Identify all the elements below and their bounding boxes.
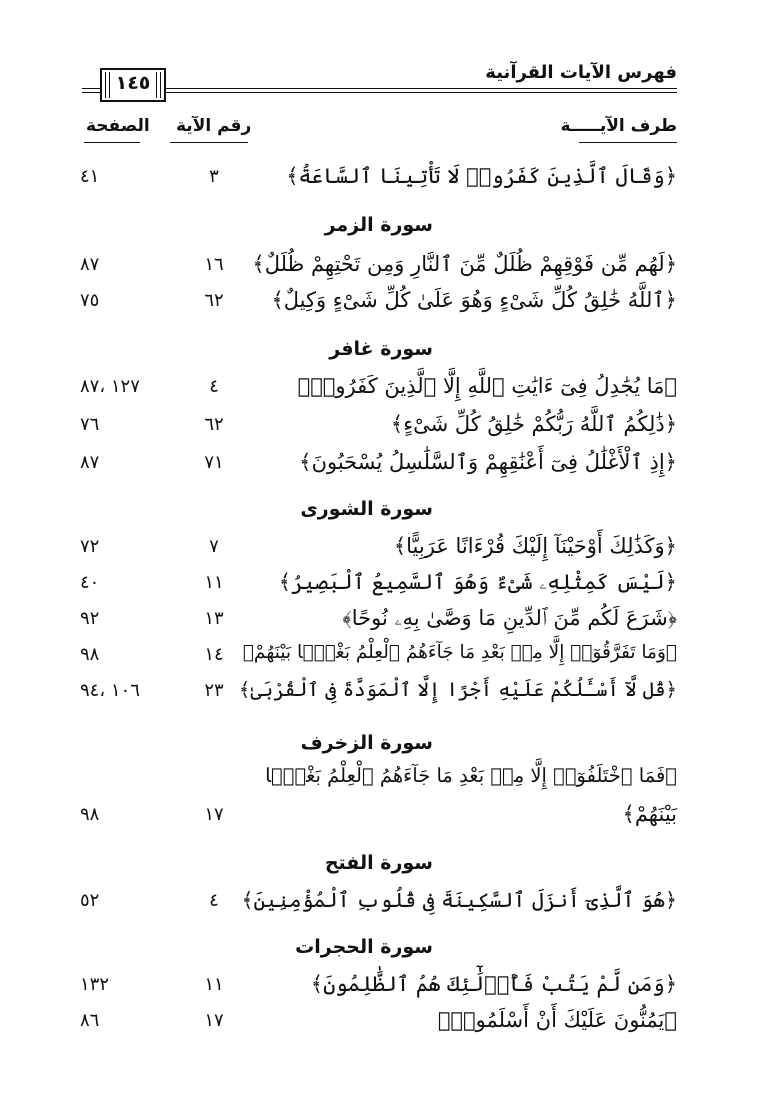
page-reference: ٨٦	[80, 1010, 100, 1031]
index-entry	[80, 288, 677, 318]
verse-number: ٢٣	[204, 680, 224, 701]
verse-opening: ﴿لَيْسَ كَمِثْلِهِۦ شَىْءٌ وَهُوَ ٱلسَّمِيعُ ٱلْبَصِيرُ﴾	[278, 570, 677, 594]
verse-opening: ﴿وَمَن لَّمْ يَتُبْ فَأُو۟لَٰٓئِكَ هُمُ ٱلظَّٰلِمُونَ﴾	[310, 972, 677, 996]
column-header-verse: طرف الآيـــــة	[560, 116, 677, 136]
page-reference: ٥٢	[80, 890, 100, 911]
surah-heading: سورة الحجرات	[295, 936, 433, 958]
verse-number: ٣	[209, 166, 219, 187]
verse-opening: ﴿ذَٰلِكُمُ ٱللَّهُ رَبُّكُمْ خَٰلِقُ كُلِّ شَىْءٍ﴾	[390, 412, 677, 436]
surah-heading: سورة الشورى	[300, 498, 433, 520]
page-number-frame	[100, 68, 166, 102]
page-reference: ١٢٧ ،٨٧	[80, 376, 140, 397]
page-reference: ٨٧	[80, 254, 100, 275]
index-entry	[80, 374, 677, 404]
index-entry	[80, 642, 677, 672]
index-entry	[80, 1008, 677, 1038]
verse-opening: ﴿مَا يُجَٰدِلُ فِىٓ ءَايَٰتِ ٱللَّهِ إِلَّا ٱلَّذِينَ كَفَرُوا۟﴾	[297, 374, 677, 398]
verse-opening: ﴿وَقَالَ ٱلَّذِينَ كَفَرُوا۟ لَا تَأْتِينَا ٱلسَّاعَةُ﴾	[286, 164, 677, 188]
verse-number: ١٣	[204, 608, 224, 629]
page-reference: ٩٨	[80, 644, 100, 665]
index-entry	[80, 606, 677, 636]
index-entry	[80, 570, 677, 600]
verse-number: ١٦	[204, 254, 224, 275]
index-entry	[80, 972, 677, 1002]
page-reference: ١٣٢	[80, 974, 110, 995]
index-entry	[80, 164, 677, 194]
page-reference: ٧٢	[80, 536, 100, 557]
verse-opening: ﴿قُل لَّآ أَسْـَٔلُكُمْ عَلَيْهِ أَجْرًا إِلَّا ٱلْمَوَدَّةَ فِى ٱلْقُرْبَىٰ﴾	[238, 678, 677, 701]
verse-opening: ﴿وَمَا تَفَرَّقُوٓا۟ إِلَّا مِنۢ بَعْدِ مَا جَآءَهُمُ ٱلْعِلْمُ بَغْيًۢا بَيْنَهُمْ﴾	[242, 642, 677, 663]
index-entry	[80, 888, 677, 918]
page-reference: ٤١	[80, 166, 100, 187]
verse-opening: ﴿لَهُم مِّن فَوْقِهِمْ ظُلَلٌ مِّنَ ٱلنَّارِ وَمِن تَحْتِهِمْ ظُلَلٌ﴾	[252, 252, 677, 276]
verse-header-underline	[579, 142, 677, 143]
surah-heading: سورة الزخرف	[300, 732, 433, 754]
verse-opening-first-line: ﴿فَمَا ٱخْتَلَفُوٓا۟ إِلَّا مِنۢ بَعْدِ مَا جَآءَهُمُ ٱلْعِلْمُ بَغْيًۢا	[265, 764, 677, 787]
surah-heading: سورة الزمر	[324, 214, 433, 236]
verse-number: ٧	[209, 536, 219, 557]
index-entry	[80, 412, 677, 442]
surah-heading: سورة الفتح	[324, 852, 433, 874]
verse-opening: ﴿هُوَ ٱلَّذِىٓ أَنزَلَ ٱلسَّكِينَةَ فِى قُلُوبِ ٱلْمُؤْمِنِينَ﴾	[241, 888, 677, 912]
page-reference: ٩٨	[80, 804, 100, 825]
verse-number: ١٧	[204, 804, 224, 825]
verse-opening: ﴿ٱللَّهُ خَٰلِقُ كُلِّ شَىْءٍ وَهُوَ عَلَىٰ كُلِّ شَىْءٍ وَكِيلٌ﴾	[271, 288, 677, 312]
verse-opening: ﴿شَرَعَ لَكُم مِّنَ ٱلدِّينِ مَا وَصَّىٰ بِهِۦ نُوحًا﴾	[342, 606, 677, 630]
column-header-page: الصفحة	[86, 116, 150, 136]
page-reference: ٧٥	[80, 290, 100, 311]
header-rule-left	[82, 88, 98, 93]
index-entry	[80, 802, 677, 832]
verse-number: ٦٢	[204, 414, 224, 435]
page-number: ١٤٥	[115, 72, 151, 94]
page-reference: ٧٦	[80, 414, 100, 435]
index-entry	[80, 534, 677, 564]
index-entry	[80, 450, 677, 480]
index-entry	[80, 678, 677, 708]
page-reference: ٨٧	[80, 452, 100, 473]
column-header-verse-number: رقم الآية	[176, 116, 252, 136]
page-reference: ٩٢	[80, 608, 100, 629]
verse-opening: بَيْنَهُمْ﴾	[622, 802, 677, 826]
verse-number: ١٧	[204, 1010, 224, 1031]
index-entry	[80, 252, 677, 282]
number-header-underline	[170, 142, 248, 143]
surah-heading: سورة غافر	[329, 338, 433, 360]
page-header-underline	[84, 142, 140, 143]
running-header-title: فهرس الآيات القرآنية	[485, 62, 677, 83]
verse-number: ١١	[204, 974, 224, 995]
header-rule	[92, 88, 677, 93]
page-reference: ٤٠	[80, 572, 100, 593]
verse-number: ١٤	[204, 644, 224, 665]
verse-number: ١١	[204, 572, 224, 593]
verse-number: ٤	[209, 376, 219, 397]
verse-number: ٤	[209, 890, 219, 911]
verse-opening: ﴿وَكَذَٰلِكَ أَوْحَيْنَآ إِلَيْكَ قُرْءَانًا عَرَبِيًّا﴾	[393, 534, 677, 558]
page-reference: ١٠٦ ،٩٤	[80, 680, 140, 701]
verse-number: ٧١	[204, 452, 224, 473]
verse-opening: ﴿يَمُنُّونَ عَلَيْكَ أَنْ أَسْلَمُوا۟﴾	[437, 1008, 677, 1032]
verse-opening: ﴿إِذِ ٱلْأَغْلَٰلُ فِىٓ أَعْنَٰقِهِمْ وَٱلسَّلَٰسِلُ يُسْحَبُونَ﴾	[299, 450, 677, 474]
verse-number: ٦٢	[204, 290, 224, 311]
